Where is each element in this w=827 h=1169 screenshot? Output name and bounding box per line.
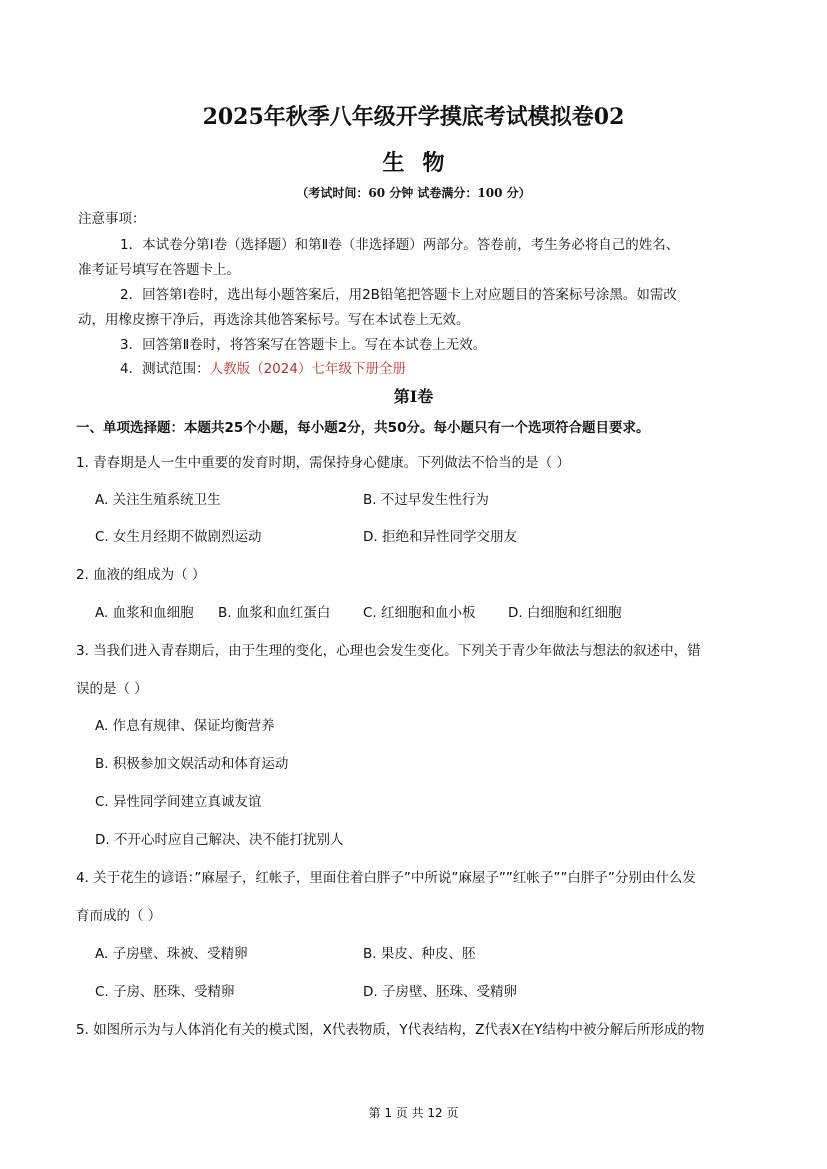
question-4-option-a: A. 子房壁、珠被、受精卵: [95, 946, 248, 962]
question-2-stem: 2. 血液的组成为（ ）: [76, 567, 206, 583]
exam-title: 2025年秋季八年级开学摸底考试模拟卷02: [202, 104, 625, 130]
question-1-option-a: A. 关注生殖系统卫生: [95, 492, 221, 508]
note-4: [120, 357, 406, 377]
question-3-option-d: D. 不开心时应自己解决、决不能打扰别人: [95, 832, 344, 848]
exam-meta: （考试时间：60 分钟 试卷满分：100 分）: [296, 186, 531, 200]
question-1-stem: 1. 青春期是人一生中重要的发育时期，需保持身心健康。下列做法不恰当的是（ ）: [76, 455, 570, 471]
question-4-stem-line-1: 4. 关于花生的谚语：”麻屋子，红帐子，里面住着白胖子”中所说”麻屋子””红帐子””白胖子”分别由什么发: [76, 870, 696, 886]
test-scope: 人教版（2024）七年级下册全册: [209, 361, 406, 377]
question-4-option-b: B. 果皮、种皮、胚: [363, 946, 476, 962]
subject-title: 生物: [382, 150, 463, 176]
question-5-stem-line-1: 5. 如图所示为与人体消化有关的模式图，X代表物质，Y代表结构，Z代表X在Y结构中被分解后所形成的物: [76, 1022, 705, 1038]
question-2-option-a: A. 血浆和血细胞: [95, 605, 194, 621]
question-1-option-d: D. 拒绝和异性同学交朋友: [363, 529, 517, 545]
question-1-option-b: B. 不过早发生性行为: [363, 492, 489, 508]
question-4-option-d: D. 子房壁、胚珠、受精卵: [363, 984, 517, 1000]
question-3-stem-line-2: 误的是（ ）: [76, 681, 148, 697]
question-2-option-c: C. 红细胞和血小板: [363, 605, 476, 621]
question-3-option-b: B. 积极参加文娱活动和体育运动: [95, 756, 289, 772]
part-instructions: 一、单项选择题：本题共25个小题，每小题2分，共50分。每小题只有一个选项符合题目要求。: [76, 420, 650, 436]
question-1-option-c: C. 女生月经期不做剧烈运动: [95, 529, 262, 545]
question-3-option-a: A. 作息有规律、保证均衡营养: [95, 718, 275, 734]
question-4-stem-line-2: 育而成的（ ）: [76, 908, 162, 924]
note-2-line-1: 2．回答第Ⅰ卷时，选出每小题答案后，用2B铅笔把答题卡上对应题目的答案标号涂黑。如需改: [120, 287, 677, 303]
section-title: 第Ⅰ卷: [393, 387, 434, 406]
note-1-line-1: 1．本试卷分第Ⅰ卷（选择题）和第Ⅱ卷（非选择题）两部分。答卷前，考生务必将自己的姓名、: [120, 237, 680, 253]
note-1-line-2: 准考证号填写在答题卡上。: [78, 262, 240, 278]
question-3-stem-line-1: 3. 当我们进入青春期后，由于生理的变化，心理也会发生变化。下列关于青少年做法与想法的叙述中，错: [76, 643, 701, 659]
question-3-option-c: C. 异性同学间建立真诚友谊: [95, 794, 262, 810]
note-2-line-2: 动，用橡皮擦干净后，再选涂其他答案标号。写在本试卷上无效。: [78, 312, 470, 328]
note-4-prefix: 4．测试范围：: [120, 361, 210, 377]
question-2-option-d: D. 白细胞和红细胞: [508, 605, 622, 621]
notes-heading: 注意事项：: [78, 211, 146, 227]
question-4-option-c: C. 子房、胚珠、受精卵: [95, 984, 235, 1000]
question-2-option-b: B. 血浆和血红蛋白: [218, 605, 331, 621]
note-3: 3．回答第Ⅱ卷时，将答案写在答题卡上。写在本试卷上无效。: [120, 337, 487, 353]
page-number: 第 1 页 共 12 页: [368, 1106, 459, 1120]
